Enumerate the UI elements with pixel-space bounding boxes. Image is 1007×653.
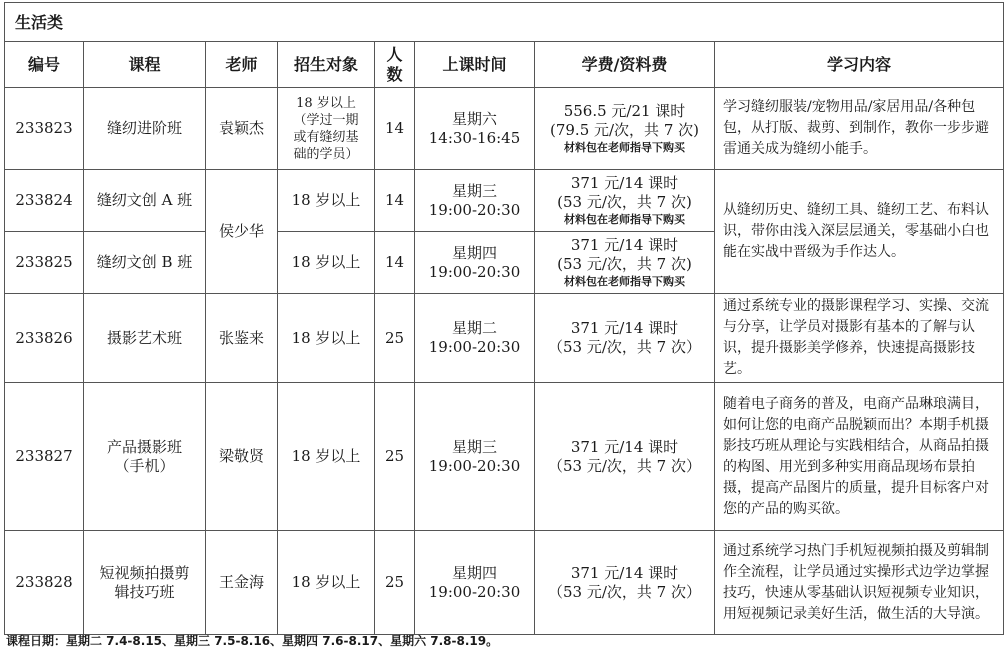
course-name-line: 短视频拍摄剪 (99, 563, 190, 582)
course-name-line: 辑技巧班 (114, 582, 175, 601)
course-name (84, 383, 206, 531)
course-name: 缝纫文创 A 班 (84, 170, 206, 232)
target-audience (278, 88, 375, 170)
course-content: 通过系统专业的摄影课程学习、实操、交流与分享，让学员对摄影有基本的了解与认识，提升摄影美学修养，快速提高摄影技艺。 (715, 294, 1004, 383)
fee-per-session: (79.5 元/次，共 7 次) (549, 121, 699, 139)
fee (535, 88, 715, 170)
fee-per-session: （53 元/次，共 7 次） (548, 582, 701, 601)
class-day: 星期三 (451, 437, 497, 456)
class-time (415, 531, 535, 635)
category-title: 生活类 (5, 3, 1004, 42)
target-line: 18 岁以上 (296, 95, 356, 111)
enrollment-count: 14 (375, 232, 415, 294)
course-id: 233828 (5, 531, 84, 635)
fee-total: 371 元/14 课时 (570, 563, 679, 582)
material-note: 材料包在老师指导下购买 (564, 141, 685, 154)
target-audience: 18 岁以上 (278, 294, 375, 383)
fee-per-session: （53 元/次，共 7 次） (548, 456, 701, 475)
target-line: （学过一期 (293, 112, 359, 128)
class-day: 星期四 (451, 563, 497, 582)
enrollment-count: 25 (375, 294, 415, 383)
teacher-name: 梁敬贤 (206, 383, 278, 531)
enrollment-count: 14 (375, 88, 415, 170)
course-name (84, 531, 206, 635)
fee (535, 531, 715, 635)
teacher-name: 王金海 (206, 531, 278, 635)
class-time (415, 294, 535, 383)
target-line: 或有缝纫基 (293, 129, 359, 145)
teacher-name: 侯少华 (206, 170, 278, 294)
table-row (5, 294, 1004, 383)
target-audience: 18 岁以上 (278, 383, 375, 531)
course-name-line: （手机） (114, 456, 175, 475)
course-content: 通过系统学习热门手机短视频拍摄及剪辑制作全流程，让学员通过实操形式边学边掌握技巧，快速从零基础认识短视频专业知识，用短视频记录美好生活，做生活的大导演。 (715, 531, 1004, 635)
class-hours: 19:00-20:30 (428, 338, 521, 356)
teacher-name: 袁颖杰 (206, 88, 278, 170)
course-name: 缝纫文创 B 班 (84, 232, 206, 294)
target-audience: 18 岁以上 (278, 170, 375, 232)
fee-total: 371 元/14 课时 (570, 236, 679, 254)
enrollment-count: 25 (375, 383, 415, 531)
table-row (5, 88, 1004, 170)
fee (535, 383, 715, 531)
fee-total: 371 元/14 课时 (570, 437, 679, 456)
course-content: 学习缝纫服装/宠物用品/家居用品/各种包包，从打版、裁剪、到制作，教你一步步避雷通关成为缝纫小能手。 (715, 88, 1004, 170)
enrollment-count: 14 (375, 170, 415, 232)
header-id: 编号 (5, 42, 84, 88)
class-hours: 14:30-16:45 (428, 128, 521, 147)
material-note: 材料包在老师指导下购买 (564, 213, 685, 226)
fee-per-session: （53 元/次，共 7 次） (548, 338, 701, 356)
class-day: 星期三 (451, 181, 497, 200)
target-audience: 18 岁以上 (278, 232, 375, 294)
course-dates-footer: 课程日期：星期二 7.4-8.15、星期三 7.5-8.16、星期四 7.6-8.17、星期六 7.8-8.19。 (6, 634, 499, 648)
class-time (415, 383, 535, 531)
table-row (5, 170, 1004, 232)
class-hours: 19:00-20:30 (428, 200, 521, 219)
class-day: 星期六 (451, 109, 497, 128)
course-id: 233823 (5, 88, 84, 170)
fee-total: 371 元/14 课时 (570, 174, 679, 192)
class-time (415, 88, 535, 170)
course-id: 233824 (5, 170, 84, 232)
header-row (5, 42, 1004, 88)
header-course: 课程 (84, 42, 206, 88)
teacher-name: 张鉴来 (206, 294, 278, 383)
header-fee: 学费/资料费 (535, 42, 715, 88)
material-note: 材料包在老师指导下购买 (564, 275, 685, 288)
course-content: 从缝纫历史、缝纫工具、缝纫工艺、布料认识，带你由浅入深层层通关，零基础小白也能在实战中晋级为手作达人。 (715, 170, 1004, 294)
table-row (5, 383, 1004, 531)
header-time: 上课时间 (415, 42, 535, 88)
enrollment-count: 25 (375, 531, 415, 635)
header-teacher: 老师 (206, 42, 278, 88)
class-time (415, 232, 535, 294)
course-id: 233827 (5, 383, 84, 531)
course-id: 233825 (5, 232, 84, 294)
course-name: 缝纫进阶班 (84, 88, 206, 170)
class-hours: 19:00-20:30 (428, 262, 521, 281)
course-id: 233826 (5, 294, 84, 383)
fee-total: 371 元/14 课时 (570, 319, 679, 337)
class-hours: 19:00-20:30 (428, 582, 521, 601)
fee (535, 294, 715, 383)
fee-per-session: (53 元/次，共 7 次) (557, 193, 692, 211)
fee (535, 170, 715, 232)
table-row (5, 531, 1004, 635)
course-content: 随着电子商务的普及，电商产品琳琅满目，如何让您的电商产品脱颖而出？本期手机摄影技巧班从理论与实践相结合，从商品拍摄的构图、用光到多种实用商品现场布景拍摄，提高产品图片的质量，提升目标客户对您的产品的购买欲。 (715, 383, 1004, 531)
course-name-line: 产品摄影班 (106, 437, 182, 456)
category-row (5, 3, 1004, 42)
fee-per-session: (53 元/次，共 7 次) (557, 255, 692, 273)
class-day: 星期二 (451, 319, 497, 337)
course-name: 摄影艺术班 (84, 294, 206, 383)
fee-total: 556.5 元/21 课时 (563, 102, 686, 120)
header-count: 人 数 (375, 42, 415, 88)
class-day: 星期四 (451, 243, 497, 262)
target-audience: 18 岁以上 (278, 531, 375, 635)
class-hours: 19:00-20:30 (428, 456, 521, 475)
header-target: 招生对象 (278, 42, 375, 88)
course-table (4, 2, 1004, 635)
target-line: 础的学员） (293, 146, 359, 162)
fee (535, 232, 715, 294)
header-content: 学习内容 (715, 42, 1004, 88)
class-time (415, 170, 535, 232)
